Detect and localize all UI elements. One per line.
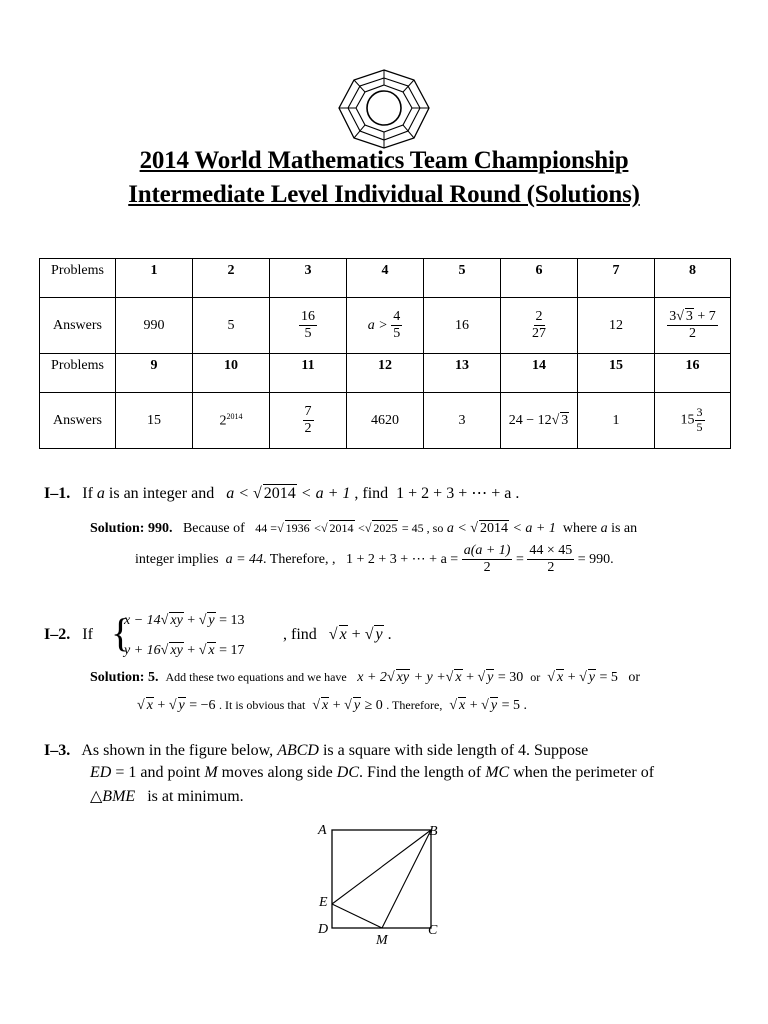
q3-dc: DC: [336, 764, 359, 781]
problem-1-solution-line-1: Solution: 990. Because of 44 =√ 1936 <√ 2014 <√ 2025 = 45 , so a < √ 2014 < a + 1 where a is an: [90, 521, 638, 536]
sol1-frac2-den: 2: [547, 560, 555, 576]
sol2-eq1-mid: + y +: [413, 670, 446, 685]
problem-number: 1: [116, 259, 193, 298]
q1-ineq-post: < a + 1: [300, 485, 351, 502]
sol2-l2-plus: +: [157, 698, 166, 713]
sol1-chain-start: 44 =: [255, 521, 278, 535]
sol1-rad-2025: 2025: [373, 521, 398, 535]
sol2-text1: Add these two equations and we have: [165, 670, 347, 684]
answer-14-rad: 3: [561, 412, 569, 428]
answer-13: 3: [424, 393, 501, 449]
sol1-a-eq: a = 44: [225, 551, 264, 567]
sol2-ge0: ≥ 0: [364, 698, 383, 713]
sol1-rad-1936: 1936: [285, 521, 310, 535]
answer-3-num: 16: [299, 309, 317, 326]
sol2-or2: or: [628, 670, 641, 685]
q1-var-a: a: [96, 485, 105, 502]
answer-8-pre: 3: [669, 308, 677, 324]
sol2-plus2: +: [567, 670, 576, 685]
answer-8-den: 2: [689, 326, 696, 341]
q2-rad-x: x: [339, 626, 347, 643]
answer-16-whole: 15: [680, 412, 695, 428]
problem-number: 10: [193, 354, 270, 393]
answer-16-num: 3: [696, 405, 703, 420]
q1-sum: 1 + 2 + 3 + ⋯ + a .: [396, 485, 520, 502]
answer-10-exp: 2014: [226, 411, 243, 421]
sol1-chain-end: = 45 , so: [401, 521, 444, 535]
label-e: E: [319, 895, 328, 910]
problem-number: 14: [501, 354, 578, 393]
sol1-rad-2014: 2014: [329, 521, 354, 535]
square-abcd: [332, 830, 431, 928]
sol2-eqm6: = −6: [189, 698, 216, 713]
q2-find: , find: [283, 626, 317, 643]
sys2-mid: +: [187, 643, 196, 658]
sys1-rad-y: y: [208, 613, 215, 628]
answer-table: [39, 258, 731, 449]
q3-line2-post: when the perimeter of: [513, 764, 655, 781]
sol2-rad-x2: x: [556, 670, 564, 685]
q2-rad-y: y: [375, 626, 383, 643]
sys1-end: = 13: [219, 613, 245, 628]
system-line-2: y + 16√ xy + √ x = 17: [124, 643, 245, 658]
q2-plus: +: [351, 626, 361, 643]
sol1-result: = 990.: [577, 551, 614, 567]
q3-abcd: ABCD: [277, 742, 319, 759]
answer-6-den: 27: [532, 326, 546, 341]
answer-11-den: 2: [304, 421, 312, 436]
answer-9: 15: [116, 393, 193, 449]
sol2-rad-xy: xy: [396, 670, 410, 685]
sol2-l2-rad-x: x: [146, 698, 153, 713]
q3-m: M: [204, 764, 218, 781]
q1-text-pre: If: [82, 485, 93, 502]
answer-8: $\frac{3√ 3 + 7}{2}$: [655, 298, 731, 354]
sol1-frac1-den: 2: [483, 560, 491, 576]
q3-line1-post: is a square with side length of 4. Suppose: [322, 742, 589, 759]
sol1-lt: <: [314, 521, 321, 535]
answer-5: 16: [424, 298, 501, 354]
sol1-ineq-post: < a + 1: [512, 521, 556, 536]
answer-4-num: 4: [391, 309, 402, 326]
segment-mb: [382, 830, 431, 928]
sol1-sum: 1 + 2 + 3 + ⋯ + a =: [345, 551, 459, 567]
sol2-rad-x: x: [455, 670, 462, 685]
sol1-frac2-num: 44 × 45: [527, 543, 574, 560]
label-b: B: [429, 824, 438, 839]
sys1-rad-xy: xy: [170, 613, 183, 628]
label-a: A: [318, 823, 327, 838]
sol1-where: where: [562, 521, 598, 536]
problems-row-2: [40, 354, 731, 393]
q2-if: If: [82, 626, 93, 643]
sol2-l2-plus2: +: [332, 698, 341, 713]
q3-line2-mid2: moves along side: [221, 764, 333, 781]
problem-3-line-2: [90, 764, 654, 782]
sol2-l2-rad-x2: x: [322, 698, 329, 713]
answer-11-num: 7: [303, 404, 314, 421]
answers-row-1: [40, 298, 731, 354]
sys2-rad-xy: xy: [170, 643, 183, 658]
sol1-rad: 2014: [479, 521, 508, 536]
sys2-pre: y + 16: [124, 643, 161, 658]
answers-label: Answers: [40, 298, 116, 354]
label-d: D: [318, 922, 329, 937]
q1-find: , find: [354, 485, 389, 502]
answer-4-pre: a >: [367, 317, 388, 333]
problem-number: 16: [655, 354, 731, 393]
q3-line3-post: is at minimum.: [147, 788, 244, 805]
answer-16-den: 5: [696, 420, 703, 434]
q3-ed: ED: [90, 764, 112, 781]
problem-3-line-1: [44, 742, 588, 760]
answer-10-base: 2: [219, 413, 227, 429]
answer-15: 1: [578, 393, 655, 449]
answer-6-num: 2: [534, 309, 545, 326]
answer-8-rad: 3: [685, 308, 693, 324]
answer-14: 24 − 12√ 3: [501, 393, 578, 449]
problem-2-solution-line-2: √ x + √ y = −6 . It is obvious that √ x + √ y ≥ 0 . Therefore, √ x + √ y = 5 .: [137, 698, 527, 713]
answer-7: 12: [578, 298, 655, 354]
title-line-1: 2014 World Mathematics Team Championship: [139, 147, 629, 174]
sol1-therefore: . Therefore, ,: [263, 551, 336, 567]
answer-16: [655, 393, 731, 449]
square-figure: [312, 818, 452, 948]
problems-row-1: [40, 259, 731, 298]
answer-1: 990: [116, 298, 193, 354]
sol1-ineq-pre: a <: [446, 521, 467, 536]
label-m: M: [376, 933, 388, 948]
answer-11: [270, 393, 347, 449]
answer-3-den: 5: [304, 326, 312, 341]
sol1-lt: <: [358, 521, 365, 535]
q3-line2-mid: = 1 and point: [115, 764, 201, 781]
problem-1-solution-line-2: [135, 543, 614, 576]
problem-1-label: I–1.: [44, 485, 71, 502]
problem-number: 2: [193, 259, 270, 298]
problems-label: Problems: [40, 259, 116, 298]
sol2-eq5: = 5: [599, 670, 618, 685]
answer-3: [270, 298, 347, 354]
q2-find-row: , find √ x + √ y .: [283, 626, 392, 643]
answer-14-pre: 24 − 12: [508, 412, 552, 428]
problems-label: Problems: [40, 354, 116, 393]
system-brace: {: [111, 610, 131, 655]
problem-number: 13: [424, 354, 501, 393]
sol2-eq1-end: = 30: [497, 670, 524, 685]
answer-10: [193, 393, 270, 449]
title-line-2: Intermediate Level Individual Round (Solutions): [128, 181, 640, 208]
problem-3-label: I–3.: [44, 742, 71, 759]
problem-number: 15: [578, 354, 655, 393]
segment-em: [332, 904, 382, 928]
problem-3-line-3: [90, 786, 244, 806]
sol2-rad-y2: y: [588, 670, 596, 685]
sys2-rad-x: x: [208, 643, 215, 658]
problem-number: 12: [347, 354, 424, 393]
segment-eb: [332, 830, 431, 904]
sol2-rad-y: y: [487, 670, 494, 685]
answer-8-post: + 7: [693, 308, 716, 324]
problem-2-label: I–2.: [44, 626, 71, 643]
q3-line2-mid3: . Find the length of: [359, 764, 482, 781]
sol2-l2-rad-x3: x: [459, 698, 466, 713]
q3-tri: △BME: [90, 788, 136, 805]
wmtc-logo: [337, 68, 431, 150]
answers-row-2: [40, 393, 731, 449]
sol1-line2-pre: integer implies: [135, 551, 219, 567]
sol2-eq1-pre: x + 2: [357, 670, 387, 685]
problem-2-label-row: [44, 626, 93, 644]
sol2-eq5end: = 5 .: [501, 698, 527, 713]
problem-number: 4: [347, 259, 424, 298]
problem-number: 11: [270, 354, 347, 393]
sol2-l2-plus3: +: [469, 698, 478, 713]
q2-period: .: [387, 626, 392, 643]
sol2-label: Solution: 5.: [90, 670, 159, 685]
sol1-eq: =: [515, 551, 524, 567]
sol2-l2-rad-y2: y: [353, 698, 361, 713]
sol1-is-an: is an: [611, 521, 638, 536]
problem-number: 7: [578, 259, 655, 298]
label-c: C: [428, 923, 438, 938]
sol2-obvious: . It is obvious that: [219, 698, 306, 712]
answers-label: Answers: [40, 393, 116, 449]
answer-4: [347, 298, 424, 354]
problem-number: 6: [501, 259, 578, 298]
answer-4-den: 5: [393, 326, 401, 341]
sol2-plus: +: [466, 670, 474, 685]
sys1-pre: x − 14: [124, 613, 161, 628]
problem-2-solution-line-1: Solution: 5. Add these two equations and we have x + 2√ xy + y +√ x + √ y = 30 or √ x + √ y = 5 or: [90, 670, 641, 685]
q3-mc: MC: [485, 764, 510, 781]
problem-1-question: I–1. If a is an integer and a < √ 2014 < a + 1 , find 1 + 2 + 3 + ⋯ + a .: [44, 485, 520, 502]
sol1-label: Solution: 990.: [90, 521, 173, 536]
problem-number: 9: [116, 354, 193, 393]
q1-rad-2014: 2014: [263, 485, 296, 502]
answer-12: 4620: [347, 393, 424, 449]
problem-number: 8: [655, 259, 731, 298]
system-line-1: x − 14√ xy + √ y = 13: [124, 613, 245, 628]
sol2-or: or: [530, 670, 541, 684]
answer-6: [501, 298, 578, 354]
sol2-l2-rad-y: y: [178, 698, 185, 713]
answer-2: 5: [193, 298, 270, 354]
q1-ineq-pre: a <: [226, 485, 249, 502]
sol1-var-a: a: [600, 521, 608, 536]
q3-line1-pre: As shown in the figure below,: [81, 742, 274, 759]
sol1-because: Because of: [182, 521, 245, 536]
q1-text-mid: is an integer and: [108, 485, 215, 502]
sol2-l2-rad-y3: y: [490, 698, 498, 713]
problem-number: 3: [270, 259, 347, 298]
sys2-end: = 17: [219, 643, 245, 658]
sol1-frac1-num: a(a + 1): [462, 543, 513, 560]
sys1-mid: +: [187, 613, 196, 628]
sol2-therefore: . Therefore,: [386, 698, 443, 712]
problem-number: 5: [424, 259, 501, 298]
